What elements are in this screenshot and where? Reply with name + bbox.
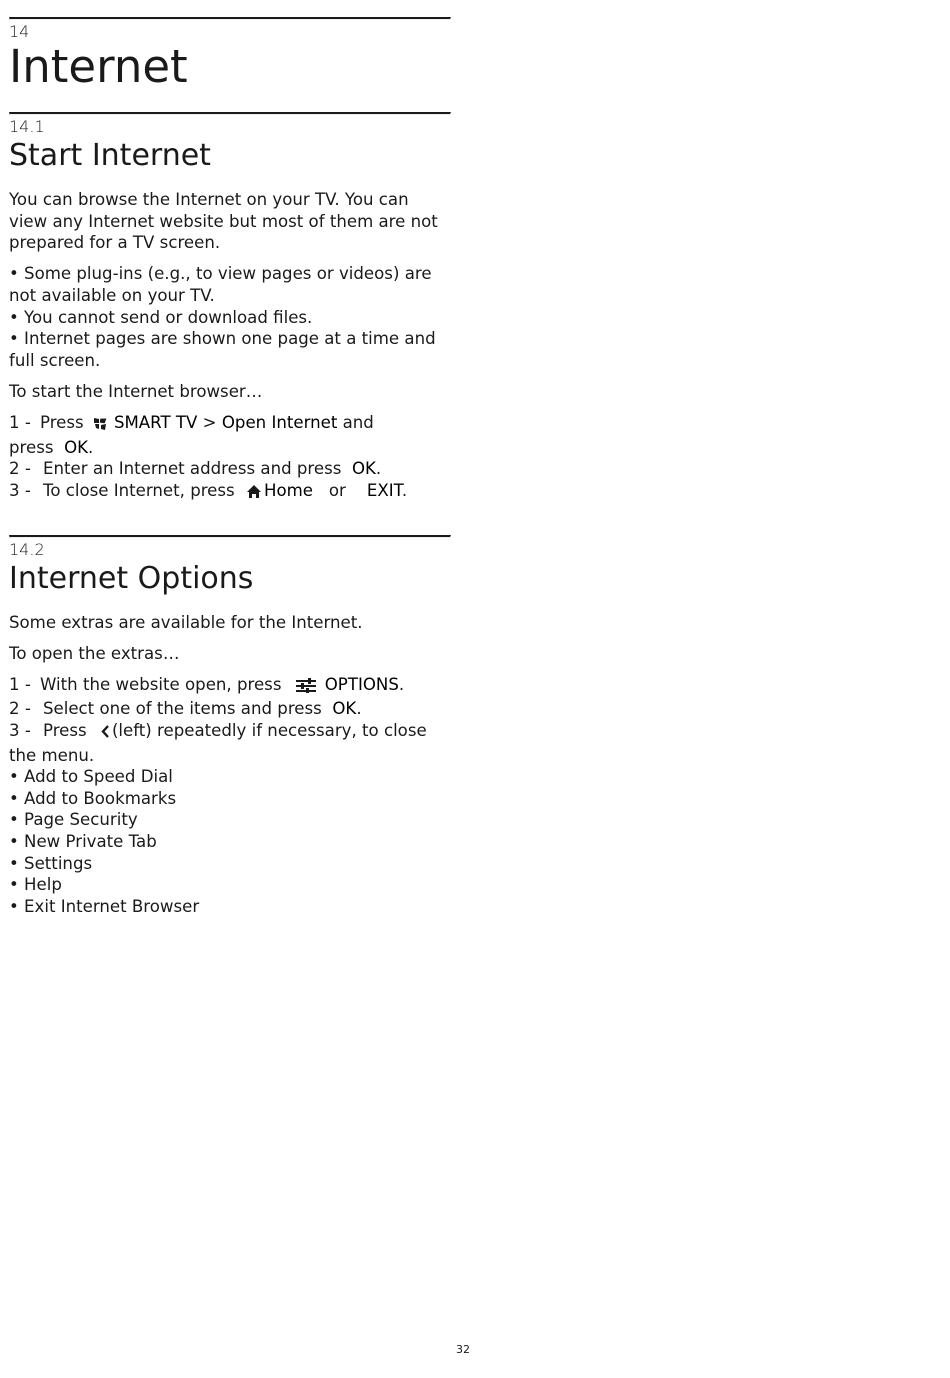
start-lead: To start the Internet browser… <box>9 381 263 401</box>
page-content <box>9 0 449 917</box>
list-item: • Settings <box>9 853 93 873</box>
step-1: 1 - With the website open, press OPTIONS. <box>9 674 449 699</box>
intro-paragraph: You can browse the Internet on your TV. You can view any Internet website but most of them are not prepared for a TV screen. <box>9 190 438 253</box>
list-item: • Exit Internet Browser <box>9 896 200 916</box>
smart-tv-icon <box>93 415 108 437</box>
section-rule <box>9 535 451 538</box>
section-title: Internet Options <box>9 560 254 596</box>
chapter-rule <box>9 17 451 20</box>
list-item: • Page Security <box>9 810 138 830</box>
section-number: 14.2 <box>9 539 45 559</box>
home-icon <box>246 483 262 505</box>
list-item: • Add to Speed Dial <box>9 767 173 787</box>
list-item: • Add to Bookmarks <box>9 788 177 808</box>
step-1: 1 - Press SMART TV > Open Internet and press OK. <box>9 413 374 457</box>
intro-paragraph: Some extras are available for the Internet. <box>9 612 363 632</box>
step-2: 2 - Enter an Internet address and press OK. <box>9 459 382 479</box>
step-3: 3 - Press (left) repeatedly if necessary, to close the menu. <box>9 721 427 765</box>
options-icon <box>295 677 317 699</box>
step-2: 2 - Select one of the items and press OK. <box>9 699 362 719</box>
list-item: • New Private Tab <box>9 832 157 852</box>
section-number: 14.1 <box>9 117 45 136</box>
page-number: 32 <box>456 1343 470 1356</box>
restrictions-list <box>9 263 449 371</box>
bullet-item: • You cannot send or download files. <box>9 307 313 327</box>
chevron-left-icon <box>100 723 110 745</box>
section-title: Start Internet <box>9 138 211 173</box>
chapter-title: Internet <box>9 40 188 93</box>
chapter-number: 14 <box>9 22 30 41</box>
bullet-item: • Some plug-ins (e.g., to view pages or videos) are not available on your TV. <box>9 264 432 305</box>
open-lead: To open the extras… <box>9 643 180 663</box>
bullet-item: • Internet pages are shown one page at a time and full screen. <box>9 329 436 370</box>
options-list <box>9 766 449 917</box>
section-rule <box>9 112 451 115</box>
step-3: 3 - To close Internet, press Home or EXIT. <box>9 480 449 505</box>
list-item: • Help <box>9 875 62 895</box>
